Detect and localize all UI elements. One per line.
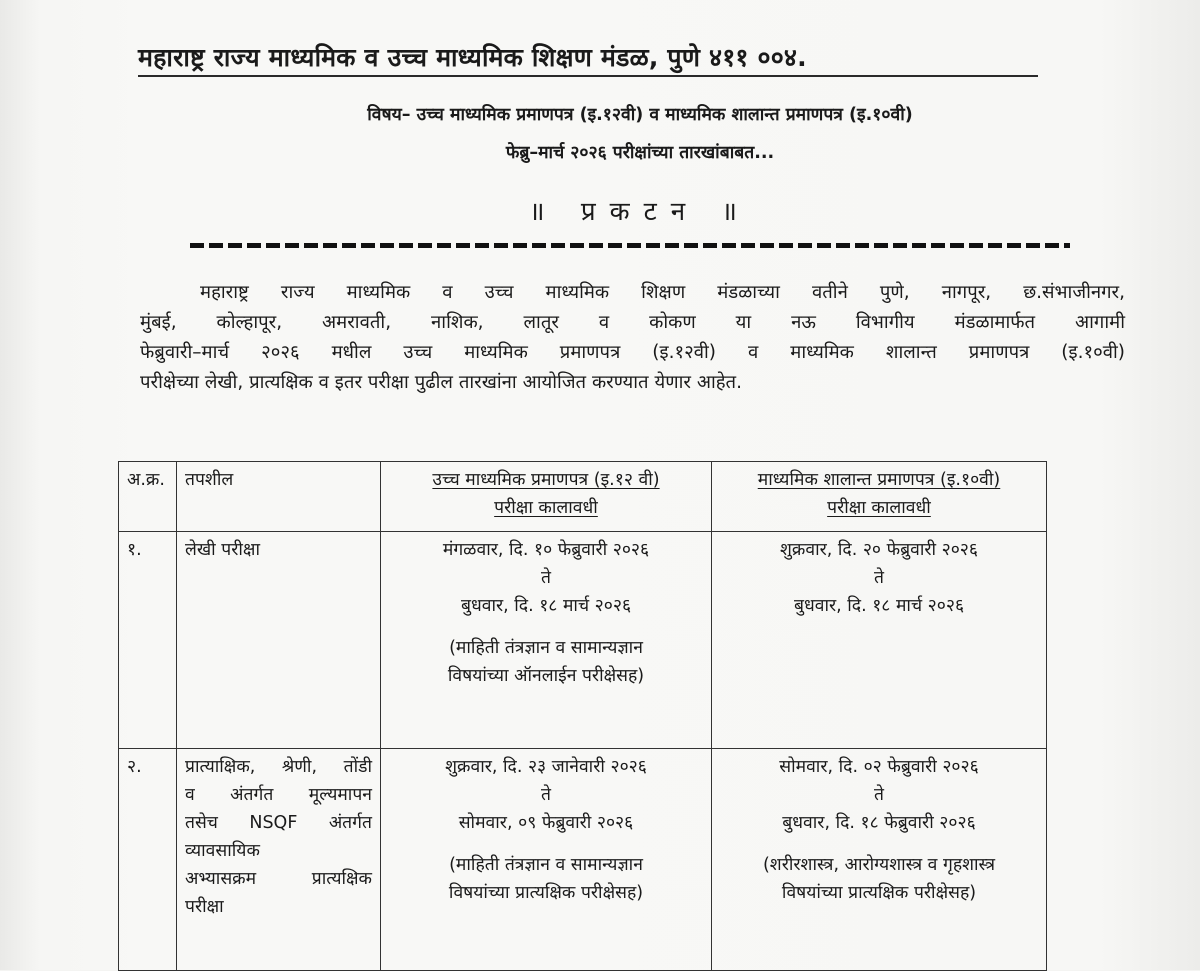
table-row [119,532,1047,749]
header-hsc-subtitle: परीक्षा कालावधी [494,498,598,518]
detail-line: लेखी परीक्षा [185,540,260,560]
table-header-row [119,462,1047,532]
detail-line: तसेच NSQF अंतर्गत [185,813,372,833]
row-serial: २. [119,749,177,971]
header-hsc [381,462,712,532]
hsc-note: (माहिती तंत्रज्ञान व सामान्यज्ञान [449,855,643,875]
ssc-note: (शरीरशास्त्र, आरोग्यशास्त्र व गृहशास्त्र [762,855,996,875]
ssc-to-date: बुधवार, दि. १८ मार्च २०२६ [793,596,965,616]
ssc-to-date: बुधवार, दि. १८ फेब्रुवारी २०२६ [782,813,976,833]
hsc-from-date: शुक्रवार, दि. २३ जानेवारी २०२६ [445,757,647,777]
ssc-from-date: सोमवार, दि. ०२ फेब्रुवारी २०२६ [779,757,979,777]
header-ssc [712,462,1047,532]
hsc-from-date: मंगळवार, दि. १० फेब्रुवारी २०२६ [442,540,650,560]
detail-line: व्यावसायिक [185,841,260,861]
row-ssc-period [712,749,1047,971]
announcement-title: ॥ प्रकटन ॥ [529,197,751,227]
hsc-note: विषयांच्या ऑनलाईन परीक्षेसह) [447,666,645,686]
hsc-to-word: ते [541,785,551,805]
row-hsc-period [381,532,712,749]
hsc-note: (माहिती तंत्रज्ञान व सामान्यज्ञान [449,638,643,658]
subject-line-2: फेब्रु–मार्च २०२६ परीक्षांच्या तारखांबाबत... [505,143,775,163]
hsc-to-date: सोमवार, ०९ फेब्रुवारी २०२६ [458,813,634,833]
paragraph-line: परीक्षेच्या लेखी, प्रात्यक्षिक व इतर परीक्षा पुढील तारखांना आयोजित करण्यात येणार आहेत. [140,372,742,393]
ssc-from-date: शुक्रवार, दि. २० फेब्रुवारी २०२६ [780,540,978,560]
hsc-note: विषयांच्या प्रात्यक्षिक परीक्षेसह) [448,883,644,903]
row-details [177,532,381,749]
table-row [119,749,1047,971]
exam-schedule-table [118,461,1047,971]
ssc-to-word: ते [874,568,884,588]
detail-line: अभ्यासक्रम प्रात्यक्षिक [185,869,372,889]
paragraph-line: महाराष्ट्र राज्य माध्यमिक व उच्च माध्यमिक शिक्षण मंडळाच्या वतीने पुणे, नागपूर, छ.संभाजीनगर, [200,282,1125,303]
dashed-divider [190,243,1070,248]
subject-line: विषय– उच्च माध्यमिक प्रमाणपत्र (इ.१२वी) व माध्यमिक शालान्त प्रमाणपत्र (इ.१०वी) [367,105,913,125]
hsc-to-date: बुधवार, दि. १८ मार्च २०२६ [460,596,632,616]
detail-line: परीक्षा [185,897,224,917]
header-details: तपशील [177,462,381,532]
row-serial: १. [119,532,177,749]
detail-line: प्रात्याक्षिक, श्रेणी, तोंडी [185,757,372,777]
paragraph-line: मुंबई, कोल्हापूर, अमरावती, नाशिक, लातूर व कोकण या नऊ विभागीय मंडळामार्फत आगामी [140,312,1125,333]
intro-paragraph [140,278,1125,398]
row-hsc-period [381,749,712,971]
row-details [177,749,381,971]
hsc-to-word: ते [541,568,551,588]
board-heading: महाराष्ट्र राज्य माध्यमिक व उच्च माध्यमिक शिक्षण मंडळ, पुणे ४११ ००४. [138,40,1038,77]
header-serial: अ.क्र. [119,462,177,532]
header-hsc-title: उच्च माध्यमिक प्रमाणपत्र (इ.१२ वी) [432,470,660,490]
header-ssc-subtitle: परीक्षा कालावधी [827,498,931,518]
row-ssc-period [712,532,1047,749]
detail-line: व अंतर्गत मूल्यमापन [185,785,372,805]
paragraph-line: फेब्रुवारी–मार्च २०२६ मधील उच्च माध्यमिक प्रमाणपत्र (इ.१२वी) व माध्यमिक शालान्त प्रमाणपत्र (इ.१०वी) [140,342,1125,363]
ssc-note: विषयांच्या प्रात्यक्षिक परीक्षेसह) [781,883,977,903]
ssc-to-word: ते [874,785,884,805]
header-ssc-title: माध्यमिक शालान्त प्रमाणपत्र (इ.१०वी) [757,470,1001,490]
